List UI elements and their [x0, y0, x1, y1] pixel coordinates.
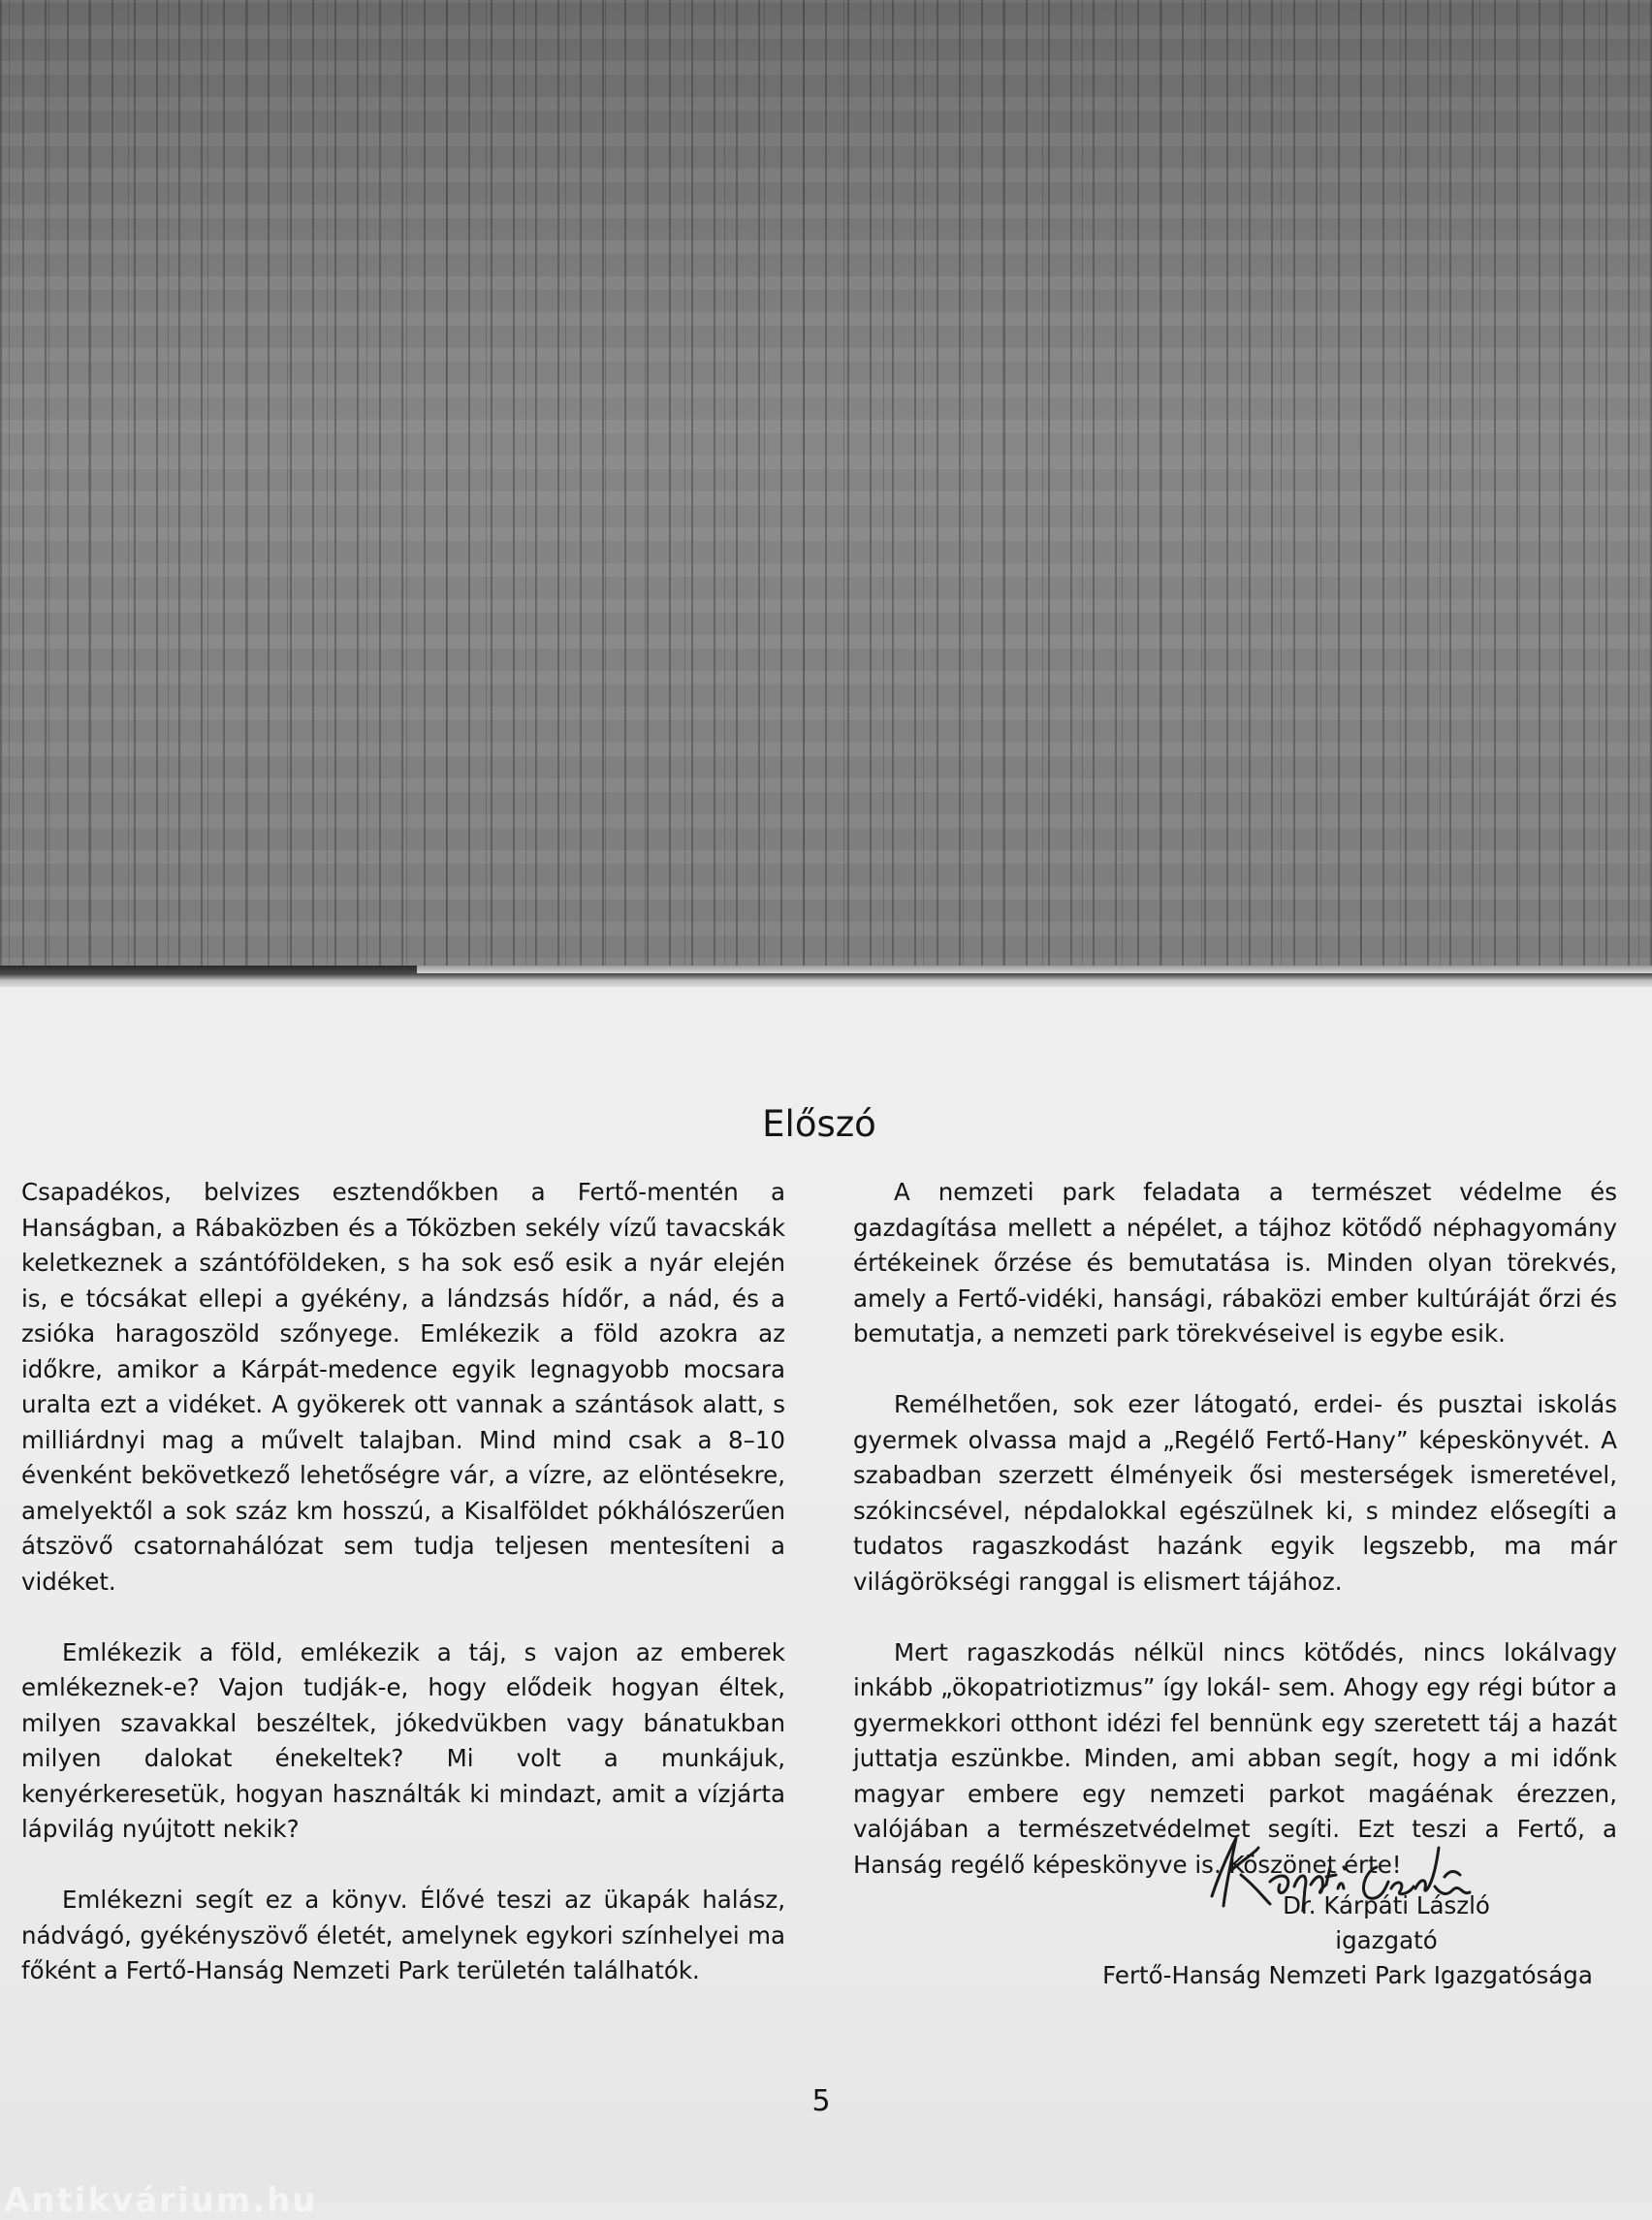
page-number: 5 [811, 2084, 831, 2118]
paragraph: Csapadékos, belvizes esztendőkben a Fertő-mentén a Hanságban, a Rábaközben és a Tóközben sekély vízű tavacskák keletkeznek a szántóföldeken, s ha sok eső esik a nyár elején is, e tócsákat ellepi a gyékény, a lándzsás hídőr, a nád, és a zsióka haragoszöld szőnyege. Emlékezik a föld azokra az időkre, amikor a Kárpát-medence egyik legnagyobb mocsara uralta ezt a vidéket. A gyökerek ott vannak a szántások alatt, s milliárdnyi mag a művelt talajban. Mind mind csak a 8–10 évenként bekövetkező lehetőségre vár, a vízre, az elöntésekre, amelyektől a sok száz km hosszú, a Kisalföldet pókhálószerűen átszövő csatornahálózat sem tudja teljesen mentesíteni a vidéket. [21, 1178, 785, 1596]
book-cover-texture [0, 0, 1652, 971]
paragraph: Emlékezni segít ez a könyv. Élővé teszi az ükapák halász, nádvágó, gyékényszövő életét, amelynek egykori színhelyei ma főként a Fertő-Hanság Nemzeti Park területén találhatók. [21, 1886, 785, 1984]
signer-organization: Fertő-Hanság Nemzeti Park Igazgatósága [1102, 1961, 1593, 1989]
signature-block [1047, 1888, 1648, 1993]
signer-name: Dr. Kárpáti László [1283, 1891, 1490, 1919]
paragraph: A nemzeti park feladata a természet védelme és gazdagítása mellett a népélet, a tájhoz kötődő néphagyomány értékeinek őrzése és bemutatása is. Minden olyan törekvés, amely a Fertő-vidéki, hansági, rábaközi ember kultúráját őrzi és bemutatja, a nemzeti park törekvéseivel is egybe esik. [853, 1178, 1617, 1348]
signer-role: igazgató [1335, 1926, 1438, 1954]
right-column [853, 1175, 1617, 1919]
page-edge [417, 966, 1652, 973]
paragraph: Mert ragaszkodás nélkül nincs kötődés, nincs lokálvagy inkább „ökopatriotizmus” így lokál- sem. Ahogy egy régi bútor a gyermekkori otthont idézi fel bennünk egy szeretett táj a hazát juttatja eszünkbe. Minden, ami abban segít, hogy a mi időnk magyar embere egy nemzeti parkot magáénak érezzen, valójában a természetvédelmet segíti. Ezt teszi a Fertő, a Hanság regélő képeskönyve is. Köszönet érte! [853, 1637, 1617, 1879]
printed-page [0, 987, 1652, 2220]
page-title: Előszó [762, 1103, 876, 1145]
paragraph: Remélhetően, sok ezer látogató, erdei- és pusztai iskolás gyermek olvassa majd a „Regélő Fertő-Hany” képeskönyvét. A szabadban szerzett élményeik ősi mesterségek ismeretével, szókincsével, népdalokkal egészülnek ki, s mindez elősegíti a tudatos ragaszkodást hazánk egyik legszebb, ma már világörökségi ranggal is elismert tájához. [853, 1390, 1617, 1596]
paragraph: Emlékezik a föld, emlékezik a táj, s vajon az emberek emlékeznek-e? Vajon tudják-e, hogy elődeik hogyan éltek, milyen szavakkal beszéltek, jókedvükben vagy bánatukban milyen dalokat énekeltek? Mi volt a munkájuk, kenyérkeresetük, hogyan használták ki mindazt, amit a vízjárta lápvilág nyújtott nekik? [21, 1637, 785, 1843]
left-column [21, 1175, 785, 2024]
watermark: Antikvárium.hu [4, 2181, 318, 2220]
